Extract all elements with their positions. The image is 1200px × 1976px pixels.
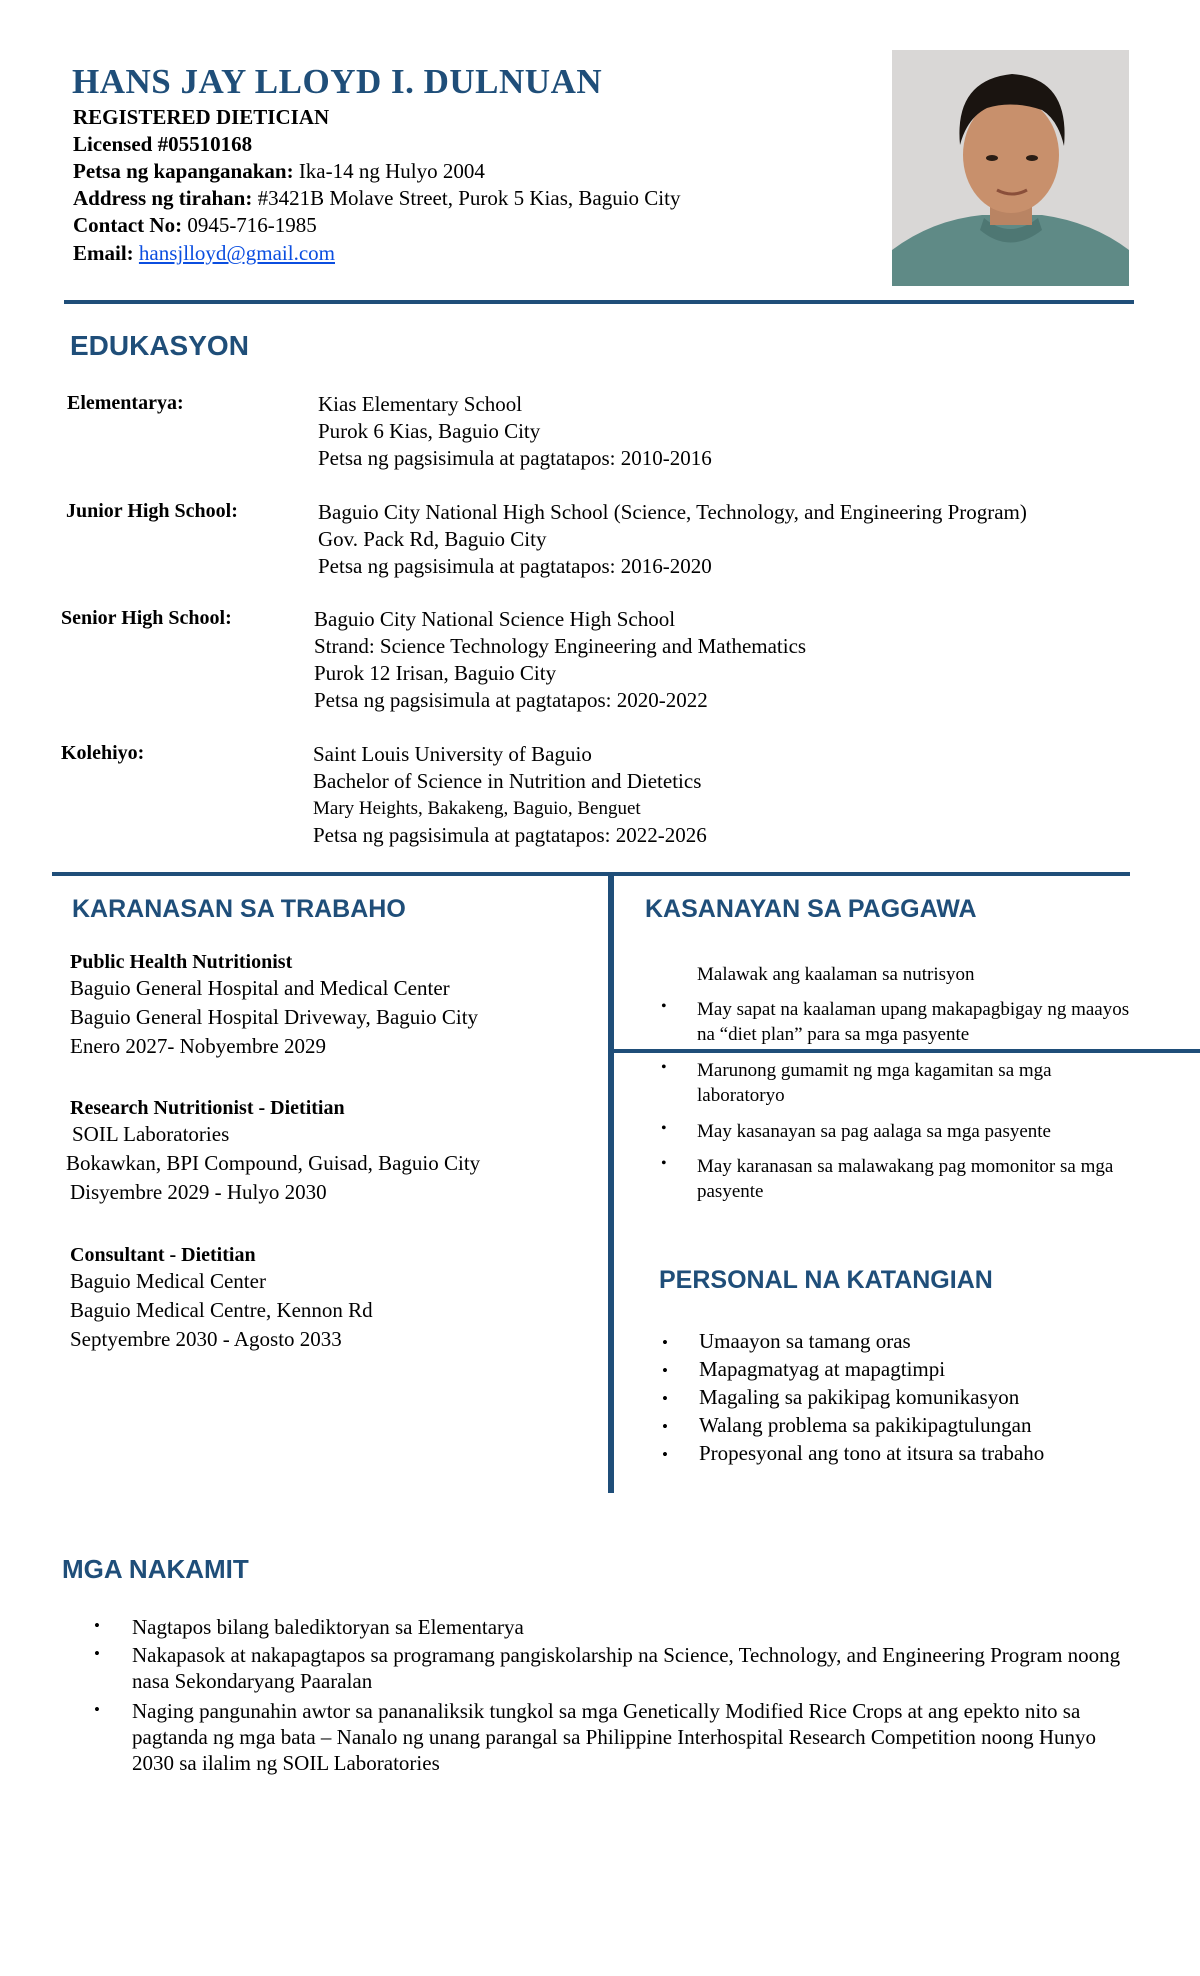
bullet-icon: • — [661, 1120, 667, 1137]
trait-item — [662, 1328, 1044, 1356]
trait-text: Walang problema sa pakikipagtulungan — [699, 1413, 1032, 1437]
address-row — [73, 185, 680, 211]
edu-address: Mary Heights, Bakakeng, Baguio, Benguet — [313, 798, 641, 819]
edu-dates: Petsa ng pagsisimula at pagtatapos: 2020-2022 — [314, 688, 708, 712]
email-row — [73, 240, 335, 266]
birthdate-label: Petsa ng kapanganakan: — [73, 159, 294, 183]
edu-strand: Strand: Science Technology Engineering and Mathematics — [314, 634, 807, 658]
bullet-icon: • — [94, 1644, 100, 1663]
bullet-icon: • — [662, 1333, 668, 1352]
achievement-item: Naging pangunahin awtor sa pananaliksik tungkol sa mga Genetically Modified Rice Crops at ang epekto nito sa pagtanda ng mga bata – Nanalo ng unang parangal sa Philippine Interhospital Research Competition noong Hunyo 2030 sa ilalim ng SOIL Laboratories — [132, 1699, 1097, 1775]
job-entry-title: Research Nutritionist - Dietitian — [70, 1097, 345, 1119]
edu-block-elementary — [318, 391, 712, 472]
profile-photo-image — [892, 50, 1129, 286]
edu-block-senior-high — [314, 606, 806, 714]
profile-photo — [892, 50, 1129, 286]
job-employer: SOIL Laboratories — [72, 1122, 230, 1146]
header-divider — [64, 300, 1134, 304]
traits-list — [662, 1328, 1044, 1468]
achievement-item: Nagtapos bilang balediktoryan sa Elementarya — [132, 1615, 524, 1639]
bullet-icon: • — [661, 1059, 667, 1076]
edu-school: Baguio City National Science High School — [314, 607, 676, 631]
license-number: Licensed #05510168 — [73, 132, 253, 156]
edu-address: Purok 6 Kias, Baguio City — [318, 419, 541, 443]
edu-dates: Petsa ng pagsisimula at pagtatapos: 2016-2020 — [318, 554, 712, 578]
job-entry — [66, 1097, 481, 1207]
trait-item — [662, 1384, 1044, 1412]
trait-item — [662, 1356, 1044, 1384]
job-entry — [70, 1244, 373, 1354]
edu-label-senior-high: Senior High School: — [61, 607, 232, 629]
edu-dates: Petsa ng pagsisimula at pagtatapos: 2022-2026 — [313, 823, 707, 847]
skill-item: May karanasan sa malawakang pag momonitor sa mga pasyente — [697, 1156, 1114, 1202]
candidate-name: HANS JAY LLOYD I. DULNUAN — [72, 62, 603, 101]
contact-label: Contact No: — [73, 213, 183, 237]
edu-block-college — [313, 741, 707, 849]
bullet-icon: • — [94, 1616, 100, 1635]
skill-item: Malawak ang kaalaman sa nutrisyon — [697, 964, 975, 985]
job-address: Bokawkan, BPI Compound, Guisad, Baguio City — [66, 1151, 481, 1175]
edu-label-junior-high: Junior High School: — [66, 500, 238, 522]
bullet-icon: • — [661, 998, 667, 1015]
education-heading: EDUKASYON — [70, 330, 249, 361]
contact-row — [73, 212, 317, 238]
job-entry — [70, 951, 478, 1061]
birthdate-value: Ika-14 ng Hulyo 2004 — [298, 159, 485, 183]
education-divider — [52, 872, 1130, 876]
achievements-heading: MGA NAKAMIT — [62, 1554, 249, 1584]
work-heading: KARANASAN SA TRABAHO — [72, 895, 406, 923]
job-dates: Septyembre 2030 - Agosto 2033 — [70, 1327, 342, 1351]
bullet-icon: • — [662, 1389, 668, 1408]
job-address: Baguio General Hospital Driveway, Baguio City — [70, 1005, 479, 1029]
birthdate-row — [73, 158, 485, 184]
bullet-icon: • — [662, 1445, 668, 1464]
bullet-icon: • — [661, 1155, 667, 1172]
skill-item: May kasanayan sa pag aalaga sa mga pasyente — [697, 1121, 1051, 1142]
trait-text: Umaayon sa tamang oras — [699, 1329, 911, 1353]
column-divider — [608, 876, 614, 1493]
address-value: #3421B Molave Street, Purok 5 Kias, Baguio City — [257, 186, 681, 210]
job-address: Baguio Medical Centre, Kennon Rd — [70, 1298, 373, 1322]
edu-school: Kias Elementary School — [318, 392, 523, 416]
traits-heading: PERSONAL NA KATANGIAN — [659, 1266, 993, 1294]
address-label: Address ng tirahan: — [73, 186, 253, 210]
achievement-item: Nakapasok at nakapagtapos sa programang pangiskolarship na Science, Technology, and Engineering Program noong nasa Sekondaryang Paaralan — [132, 1643, 1121, 1693]
email-label: Email: — [73, 241, 134, 265]
edu-label-college: Kolehiyo: — [61, 742, 145, 764]
edu-dates: Petsa ng pagsisimula at pagtatapos: 2010-2016 — [318, 446, 712, 470]
edu-label-elementary: Elementarya: — [67, 392, 184, 414]
trait-text: Propesyonal ang tono at itsura sa trabaho — [699, 1441, 1045, 1465]
edu-address: Purok 12 Irisan, Baguio City — [314, 661, 557, 685]
job-dates: Enero 2027- Nobyembre 2029 — [70, 1034, 327, 1058]
edu-degree: Bachelor of Science in Nutrition and Dietetics — [313, 769, 702, 793]
edu-address: Gov. Pack Rd, Baguio City — [318, 527, 547, 551]
trait-text: Mapagmatyag at mapagtimpi — [699, 1357, 946, 1381]
trait-text: Magaling sa pakikipag komunikasyon — [699, 1385, 1020, 1409]
trait-item — [662, 1412, 1044, 1440]
job-employer: Baguio Medical Center — [70, 1269, 266, 1293]
job-entry-title: Consultant - Dietitian — [70, 1244, 256, 1266]
edu-block-junior-high — [318, 499, 1027, 580]
job-dates: Disyembre 2029 - Hulyo 2030 — [70, 1180, 327, 1204]
email-link[interactable]: hansjlloyd@gmail.com — [138, 241, 335, 265]
skills-divider — [611, 1049, 1200, 1053]
bullet-icon: • — [662, 1417, 668, 1436]
trait-item — [662, 1440, 1044, 1468]
edu-school: Saint Louis University of Baguio — [313, 742, 592, 766]
skills-heading: KASANAYAN SA PAGGAWA — [645, 895, 977, 923]
job-employer: Baguio General Hospital and Medical Center — [70, 976, 450, 1000]
job-entry-title: Public Health Nutritionist — [70, 951, 293, 973]
job-title: REGISTERED DIETICIAN — [73, 105, 330, 129]
bullet-icon: • — [94, 1700, 100, 1719]
bullet-icon: • — [662, 1361, 668, 1380]
contact-value: 0945-716-1985 — [187, 213, 317, 237]
skill-item: Marunong gumamit ng mga kagamitan sa mga laboratoryo — [697, 1060, 1052, 1106]
skill-item: May sapat na kaalaman upang makapagbigay ng maayos na “diet plan” para sa mga pasyente — [697, 999, 1130, 1045]
edu-school: Baguio City National High School (Science, Technology, and Engineering Program) — [318, 500, 1027, 524]
